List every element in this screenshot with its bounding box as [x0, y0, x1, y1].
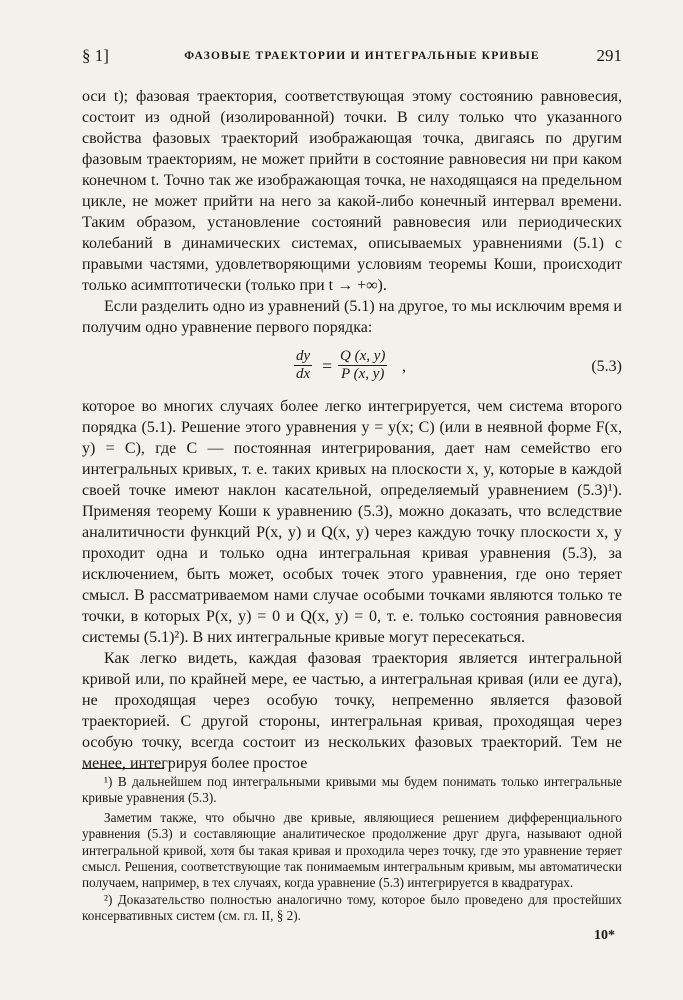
equation-comma: ,	[402, 358, 406, 375]
equation-lhs-fraction	[294, 348, 312, 383]
paragraph-4: Как легко видеть, каждая фазовая траектория является интегральной кривой или, по крайней мере, ее частью, а интегральная кривая (или ее дуга), не проходящая через особую точку, непременно является фазовой траекторией. С другой стороны, интегральная кривая, проходящая через особую точку, всегда состоит из нескольких фазовых траекторий. Тем не менее, интегрируя более простое	[82, 650, 622, 772]
footnote-1: ¹) В дальнейшем под интегральными кривыми мы будем понимать только интегральные кривые уравнения (5.3).	[82, 774, 622, 806]
footnote-2: ²) Доказательство полностью аналогично тому, которое было проведено для простейших консервативных систем (см. гл. II, § 2).	[82, 891, 622, 924]
main-text	[82, 86, 622, 774]
running-header	[82, 46, 622, 68]
paragraph-3: которое во многих случаях более легко интегрируется, чем система второго порядка (5.1). Решение этого уравнения y = y(x; C) (или в неявной форме F(x, y) = C), где C — постоянная интегрирования, дает нам семейство его интегральных кривых, т. е. таких кривых на плоскости x, y, которые в каждой своей точке имеют наклон касательной, определяемый уравнением (5.3)¹). Применяя теорему Коши к уравнению (5.3), можно доказать, что вследствие аналитичности функций P(x, y) и Q(x, y) через каждую точку плоскости x, y проходит одна и только одна интегральная кривая уравнения (5.3), за исключением, быть может, особых точек этого уравнения, где оно теряет смысл. В рассматриваемом нами случае особыми точками являются только те точки, в которых P(x, y) = 0 и Q(x, y) = 0, т. е. только состояния равновесия системы (5.1)²). В них интегральные кривые могут пересекаться.	[82, 398, 622, 646]
footnote-separator	[82, 768, 164, 769]
rhs-denominator: P (x, y)	[340, 366, 385, 382]
footnotes	[82, 774, 622, 925]
section-marker: § 1]	[82, 46, 109, 65]
paragraph-2: Если разделить одно из уравнений (5.1) на другое, то мы исключим время и получим одно уравнение первого порядка:	[82, 298, 622, 336]
lhs-numerator: dy	[296, 348, 311, 364]
equation-rhs-fraction	[338, 348, 387, 383]
rhs-numerator: Q (x, y)	[340, 348, 386, 364]
footnote-1-continued: Заметим также, что обычно две кривые, являющиеся решением дифференциального уравнения (5.3) и составляющие аналитическое продолжение друг друга, называют одной интегральной кривой, хотя бы такая кривая и проходила через точку, где это уравнение теряет смысл. Решения, соответствующие так понимаемым интегральным кривым, мы автоматически получаем, например, в тех случаях, когда уравнение (5.3) интегрируется в квадратурах.	[82, 809, 622, 891]
equation-5-3	[82, 342, 622, 394]
running-title: ФАЗОВЫЕ ТРАЕКТОРИИ И ИНТЕГРАЛЬНЫЕ КРИВЫЕ	[184, 50, 540, 62]
paragraph-1: оси t); фазовая траектория, соответствующая этому состоянию равновесия, состоит из одной (изолированной) точки. В силу только что указанного свойства фазовых траекторий изображающая точка, двигаясь по другим фазовым траекториям, не может прийти в состояние равновесия ни при каком конечном t. Точно так же изображающая точка, не находящаяся на предельном цикле, не может прийти на него за какой-либо конечный интервал времени. Таким образом, установление состояний равновесия или периодических колебаний в динамических системах, описываемых уравнениями (5.1) с правыми частями, удовлетворяющими условиям теоремы Коши, происходит только асимптотически (только при t → +∞).	[82, 88, 622, 294]
printer-signature-mark: 10*	[594, 928, 615, 943]
equation-number: (5.3)	[591, 358, 622, 375]
page-number: 291	[596, 46, 622, 65]
equals-sign: =	[322, 356, 333, 376]
lhs-denominator: dx	[296, 366, 311, 382]
